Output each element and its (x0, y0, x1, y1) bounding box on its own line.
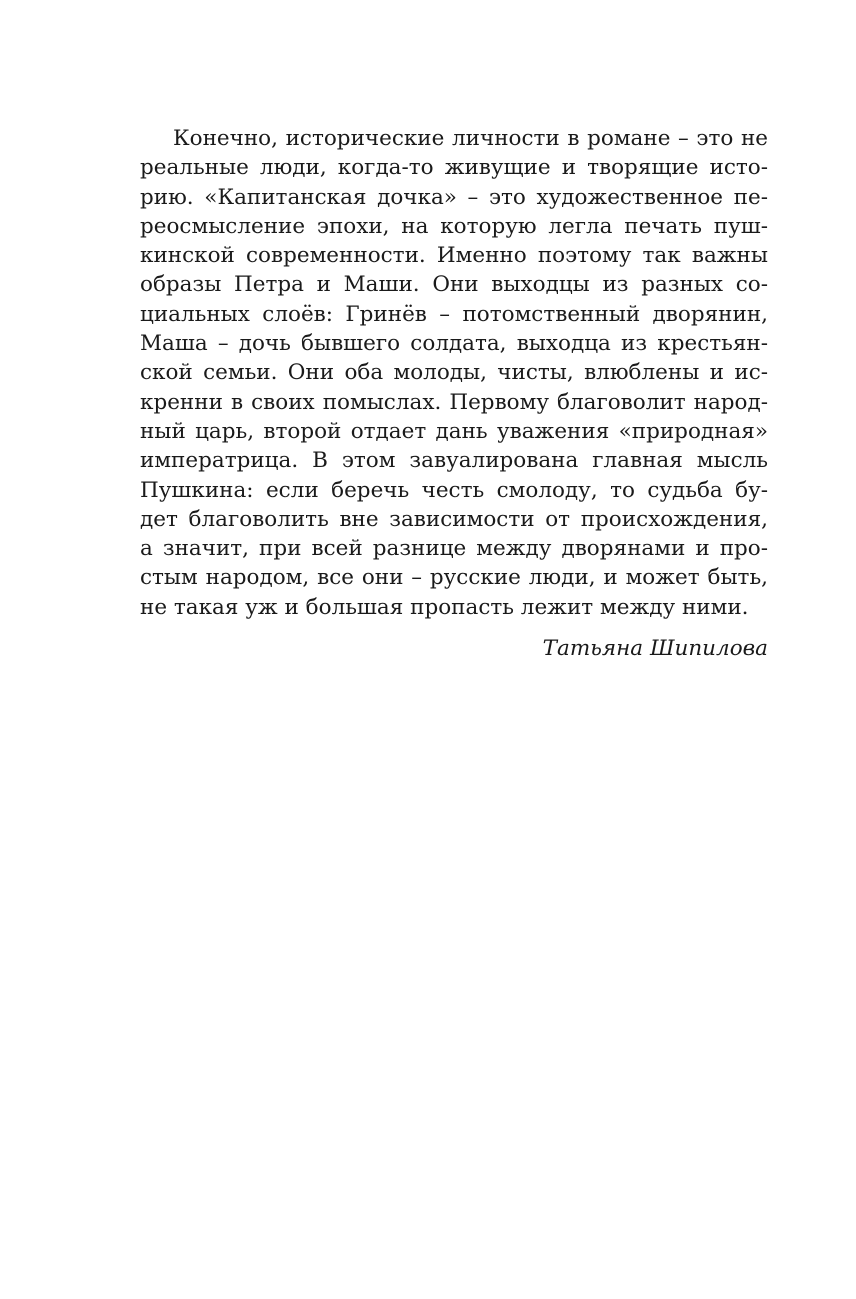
paragraph-line: ный царь, второй отдает дань уважения «природная» (140, 418, 768, 444)
paragraph-line: реальные люди, когда-то живущие и творящие исто- (140, 155, 768, 181)
paragraph-line: ской семьи. Они оба молоды, чисты, влюблены и ис- (140, 360, 768, 386)
paragraph-line: а значит, при всей разнице между дворянами и про- (140, 536, 768, 562)
paragraph-line: Конечно, исторические личности в романе – это не (173, 126, 768, 151)
paragraph-line: кинской современности. Именно поэтому так важны (140, 243, 768, 269)
paragraph-line: кренни в своих помыслах. Первому благоволит народ- (140, 389, 768, 415)
paragraph-line: циальных слоёв: Гринёв – потомственный дворянин, (140, 301, 768, 327)
paragraph-line: образы Петра и Маши. Они выходцы из разных со- (140, 272, 768, 298)
paragraph-line: стым народом, все они – русские люди, и может быть, (140, 565, 768, 591)
paragraph-line: реосмысление эпохи, на которую легла печать пуш- (140, 213, 768, 239)
paragraph-line: Пушкина: если беречь честь смолоду, то судьба бу- (140, 477, 768, 503)
paragraph-line: не такая уж и большая пропасть лежит между ними. (140, 594, 749, 620)
text-page (140, 124, 768, 661)
paragraph-line: Маша – дочь бывшего солдата, выходца из крестьян- (140, 331, 768, 357)
author-signature: Татьяна Шипилова (542, 636, 768, 661)
body-paragraph (140, 124, 768, 622)
paragraph-line: дет благоволить вне зависимости от происхождения, (140, 506, 768, 532)
paragraph-line: императрица. В этом завуалирована главная мысль (140, 448, 768, 474)
paragraph-line: рию. «Капитанская дочка» – это художественное пе- (140, 184, 768, 210)
